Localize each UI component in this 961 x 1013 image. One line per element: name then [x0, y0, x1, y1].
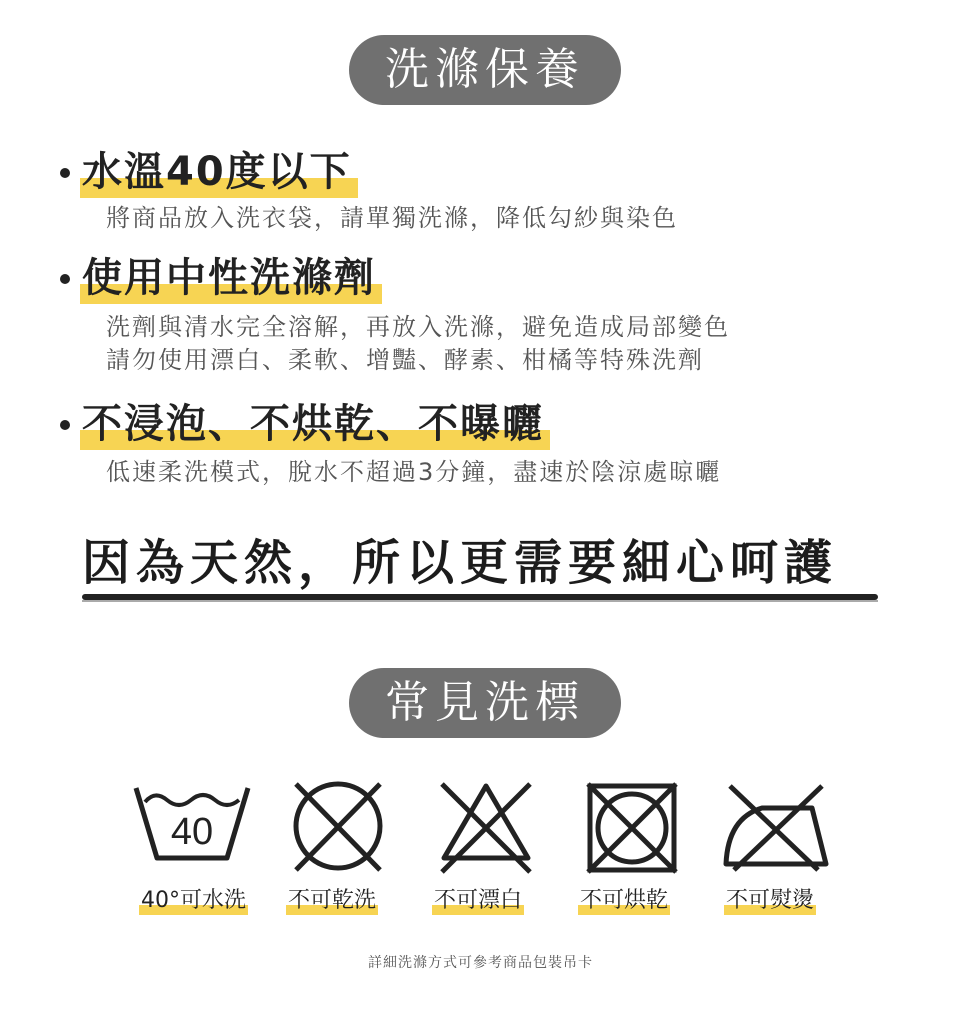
slogan: 因為天然，所以更需要細心呵護 — [82, 535, 839, 591]
care-item-desc: 請勿使用漂白、柔軟、增豔、酵素、柑橘等特殊洗劑 — [106, 346, 704, 374]
labels-title: 常見洗標 — [385, 677, 585, 728]
wash-temp-number: 40 — [170, 811, 214, 853]
no-dry-clean-label: 不可乾洗 — [288, 888, 377, 913]
care-item-desc: 洗劑與清水完全溶解，再放入洗滌，避免造成局部變色 — [106, 313, 730, 341]
care-item-heading: 不浸泡、不烘乾、不曝曬 — [82, 400, 544, 448]
footer-note: 詳細洗滌方式可參考商品包裝吊卡 — [368, 955, 593, 971]
care-item-heading: 水溫40度以下 — [82, 148, 352, 196]
care-item-desc: 將商品放入洗衣袋，請單獨洗滌，降低勾紗與染色 — [106, 204, 678, 232]
no-tumble-dry-label: 不可烘乾 — [580, 888, 669, 913]
care-title: 洗滌保養 — [385, 44, 585, 95]
no-bleach-label: 不可漂白 — [434, 888, 523, 913]
no-tumble-dry-icon — [582, 778, 682, 878]
bullet-dot — [60, 274, 70, 284]
care-title-badge — [349, 35, 621, 105]
care-item-heading: 使用中性洗滌劑 — [82, 254, 376, 302]
no-iron-label: 不可熨燙 — [726, 888, 815, 913]
wash-40-icon — [133, 778, 251, 878]
bullet-dot — [60, 168, 70, 178]
wash-40-label: 40°可水洗 — [141, 888, 246, 913]
no-bleach-icon — [436, 778, 536, 878]
no-iron-icon — [722, 778, 830, 878]
no-dry-clean-icon — [288, 778, 388, 878]
care-item-desc: 低速柔洗模式，脫水不超過3分鐘，盡速於陰涼處晾曬 — [106, 458, 722, 486]
labels-title-badge — [349, 668, 621, 738]
slogan-underline-shadow — [82, 600, 878, 602]
bullet-dot — [60, 420, 70, 430]
